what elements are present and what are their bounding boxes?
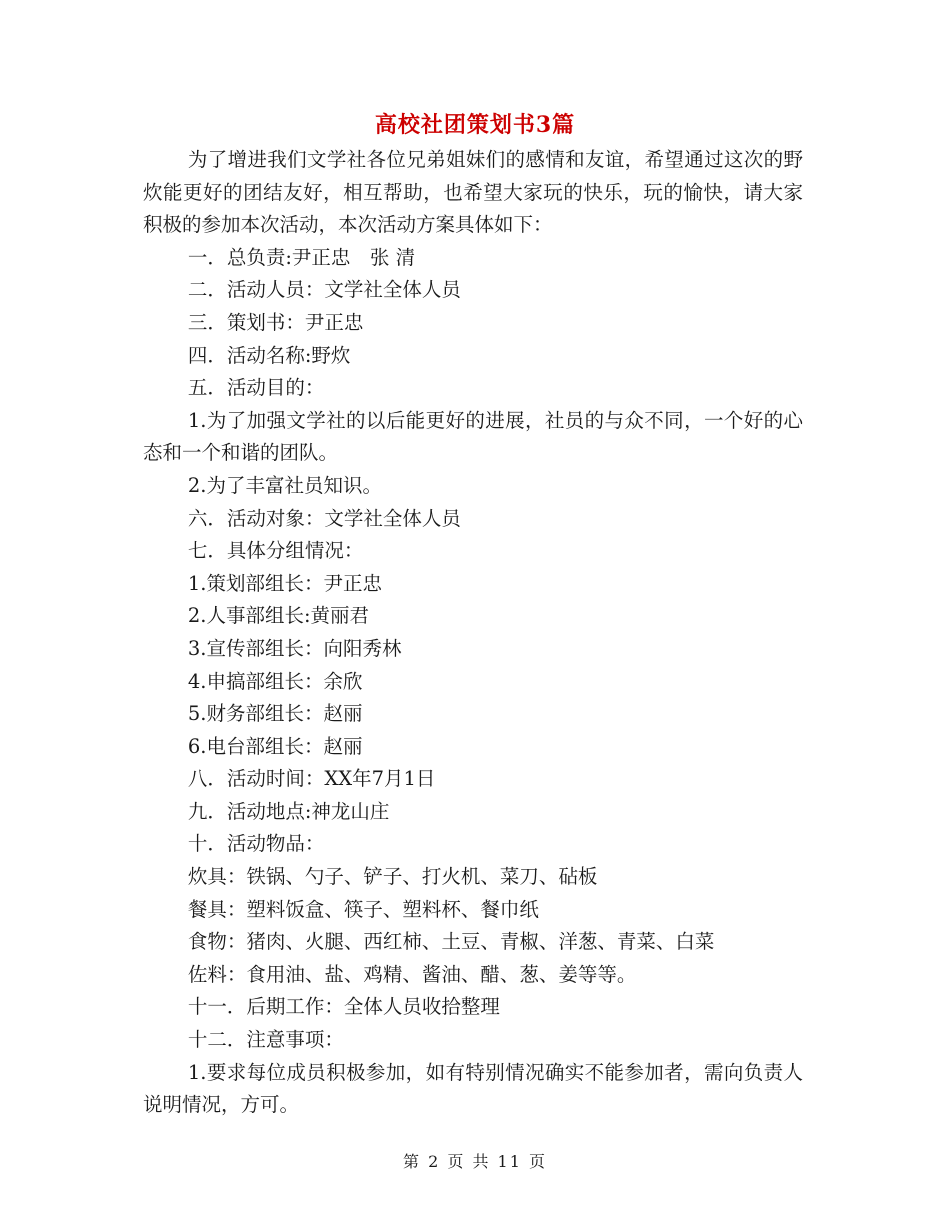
paragraph: 二．活动人员：文学社全体人员 (187, 278, 461, 302)
paragraph: 十一．后期工作：全体人员收拾整理 (187, 995, 500, 1019)
paragraph: 十二．注意事项： (187, 1028, 344, 1052)
paragraph: 4.申搞部组长：余欣 (187, 669, 363, 693)
page-number-footer: 第 2 页 共 11 页 (403, 1152, 547, 1171)
paragraph: 一．总负责:尹正忠 张 清 (187, 245, 416, 269)
paragraph: 九．活动地点:神龙山庄 (187, 799, 390, 823)
paragraph: 炊具：铁锅、勺子、铲子、打火机、菜刀、砧板 (187, 865, 598, 889)
document-title: 高校社团策划书3篇 (374, 112, 576, 138)
paragraph: 六．活动对象：文学社全体人员 (187, 506, 461, 530)
paragraph: 1.策划部组长：尹正忠 (187, 571, 382, 595)
paragraph: 1.要求每位成员积极参加，如有特别情况确实不能参加者，需向负责人说明情况，方可。 (143, 1060, 803, 1117)
document-body (143, 144, 803, 1122)
paragraph: 十．活动物品： (187, 832, 325, 856)
paragraph: 七．具体分组情况： (187, 539, 364, 563)
paragraph: 2.为了丰富社员知识。 (187, 473, 382, 497)
paragraph: 食物：猪肉、火腿、西红柿、土豆、青椒、洋葱、青菜、白菜 (187, 930, 715, 954)
paragraph: 餐具：塑料饭盒、筷子、塑料杯、餐巾纸 (187, 897, 539, 921)
paragraph: 三．策划书：尹正忠 (187, 310, 364, 334)
paragraph: 1.为了加强文学社的以后能更好的进展，社员的与众不同，一个好的心态和一个和谐的团队。 (143, 408, 803, 465)
paragraph: 佐料：食用油、盐、鸡精、酱油、醋、葱、姜等等。 (187, 962, 637, 986)
paragraph: 八．活动时间：XX年7月1日 (187, 767, 436, 791)
paragraph: 2.人事部组长:黄丽君 (187, 604, 370, 628)
paragraph: 五．活动目的： (187, 376, 325, 400)
paragraph: 6.电台部组长：赵丽 (187, 734, 363, 758)
paragraph: 3.宣传部组长：向阳秀林 (187, 636, 402, 660)
paragraph: 5.财务部组长：赵丽 (187, 702, 363, 726)
paragraph: 为了增进我们文学社各位兄弟姐妹们的感情和友谊，希望通过这次的野炊能更好的团结友好，相互帮助，也希望大家玩的快乐，玩的愉快，请大家积极的参加本次活动，本次活动方案具体如下： (143, 148, 803, 237)
paragraph: 四．活动名称:野炊 (187, 343, 351, 367)
